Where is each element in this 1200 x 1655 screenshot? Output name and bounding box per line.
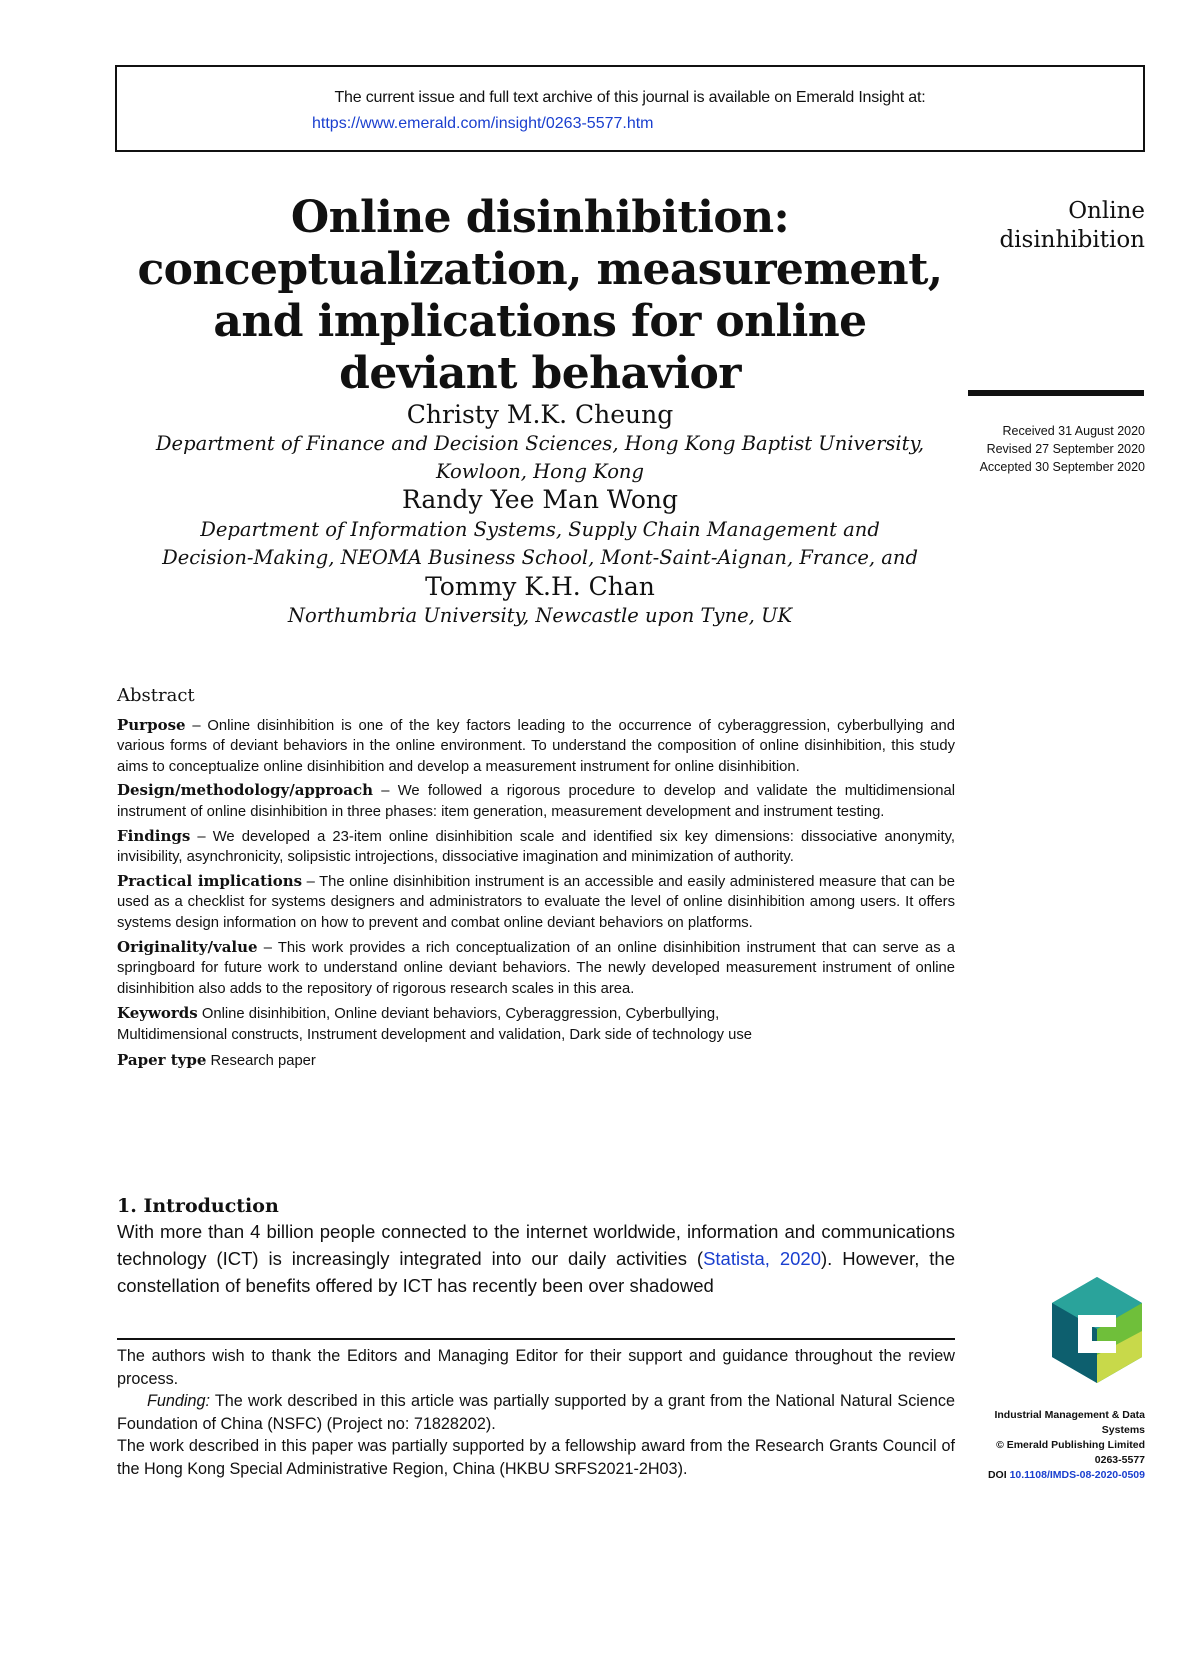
running-head-line: disinhibition [999, 227, 1145, 253]
author-affiliation [110, 602, 970, 630]
abstract-heading: Abstract [117, 685, 195, 706]
funding-label: Funding: [147, 1392, 210, 1410]
abstract-purpose [117, 715, 955, 778]
article-dates [980, 422, 1145, 476]
findings-label: Findings [117, 826, 191, 845]
section-heading: 1. Introduction [117, 1195, 279, 1217]
affiliation-line: Department of Information Systems, Supply Chain Management and [200, 518, 880, 541]
keywords-label: Keywords [117, 1004, 198, 1023]
design-text: – We followed a rigorous procedure to develop and validate the multidimensional instrument of online disinhibition in three phases: item generation, measurement development and instrument testing. [117, 783, 955, 820]
doi-link[interactable]: 10.1108/IMDS-08-2020-0509 [1009, 1469, 1145, 1481]
publication-info [988, 1408, 1145, 1483]
article-title [110, 192, 970, 400]
revised-date: Revised 27 September 2020 [986, 442, 1145, 456]
affiliation-line: Kowloon, Hong Kong [436, 460, 644, 483]
keywords [117, 1003, 955, 1045]
title-line: conceptualization, measurement, [137, 244, 943, 295]
introduction-paragraph [117, 1218, 955, 1299]
affiliation-line: Department of Finance and Decision Sciences, Hong Kong Baptist University, [155, 432, 925, 455]
affiliation-line: Northumbria University, Newcastle upon Tyne, UK [287, 604, 793, 627]
doi-line [988, 1468, 1145, 1483]
received-date: Received 31 August 2020 [1002, 424, 1145, 438]
purpose-label: Purpose [117, 715, 186, 734]
journal-name: Industrial Management & Data [994, 1409, 1145, 1421]
fellowship-note: The work described in this paper was partially supported by a fellowship award from the Research Grants Council of the Hong Kong Special Administrative Region, China (HKBU SRFS2021-2H03). [117, 1437, 955, 1478]
running-head [999, 197, 1145, 255]
journal-banner [115, 65, 1145, 152]
abstract [117, 686, 955, 1074]
citation-link[interactable]: Statista, 2020 [703, 1248, 821, 1269]
accepted-date: Accepted 30 September 2020 [979, 460, 1145, 474]
author-affiliation [110, 430, 970, 486]
journal-name: Systems [1101, 1424, 1145, 1436]
paper-type-text: Research paper [206, 1052, 316, 1069]
funding-note [117, 1390, 955, 1435]
design-label: Design/methodology/approach [117, 781, 374, 800]
findings-text: – We developed a 23-item online disinhibition scale and identified six key dimensions: dissociative anonymity, invisibility, asynchronicity, solipsistic introjections, dissociative imagination and minimization of authority. [117, 828, 955, 866]
originality-text: – This work provides a rich conceptualization of an online disinhibition instrument that can serve as a springboard for future work to understand online deviant behaviors. The newly developed measurement instrument of online disinhibition also adds to the repository of rigorous research scales in this area. [117, 939, 955, 997]
running-head-line: Online [1068, 198, 1145, 224]
publisher: © Emerald Publishing Limited [996, 1439, 1145, 1451]
purpose-text: – Online disinhibition is one of the key factors leading to the occurrence of cyberaggression, cyberbullying and various forms of deviant behaviors in the online environment. To understand the composition of online disinhibition, this study aims to conceptualize online disinhibition and develop a measurement instrument for online disinhibition. [117, 717, 955, 775]
author-name: Randy Yee Man Wong [401, 485, 679, 514]
paper-type [117, 1050, 955, 1072]
keywords-text: Multidimensional constructs, Instrument development and validation, Dark side of technology use [117, 1026, 752, 1043]
doi-label: DOI [987, 1469, 1007, 1481]
author-name: Tommy K.H. Chan [425, 572, 655, 601]
abstract-design [117, 780, 955, 822]
emerald-publishing-logo-icon [1050, 1275, 1145, 1385]
title-line: Online disinhibition: [290, 192, 790, 243]
abstract-practical [117, 871, 955, 934]
paper-type-label: Paper type [117, 1050, 207, 1069]
footnotes [117, 1345, 955, 1480]
author-affiliation [110, 516, 970, 572]
funding-text: The work described in this article was partially supported by a grant from the National Natural Science Foundation of China (NSFC) (Project no: 71828202). [117, 1392, 955, 1433]
abstract-originality [117, 937, 955, 1000]
practical-text: – The online disinhibition instrument is an accessible and easily administered measure that can be used as a checklist for systems designers and administrators to evaluate the level of online disinhibition among users. It offers systems design information on how to prevent and combat online deviant behaviors on platforms. [117, 873, 956, 931]
banner-text: The current issue and full text archive of this journal is available on Emerald Insight at: [334, 89, 926, 106]
intro-text: ). However, the constellation of benefits offered by ICT has recently been over shadowed [117, 1248, 956, 1296]
author-name: Christy M.K. Cheung [406, 400, 674, 429]
footnote-rule [117, 1338, 955, 1340]
abstract-findings [117, 826, 955, 868]
affiliation-line: Decision-Making, NEOMA Business School, Mont-Saint-Aignan, France, and [162, 546, 918, 569]
intro-text: With more than 4 billion people connected to the internet worldwide, information and communications technology (ICT) is increasingly integrated into our daily activities ( [117, 1221, 955, 1269]
sidebar-rule [968, 390, 1144, 396]
originality-label: Originality/value [117, 937, 258, 956]
issn: 0263-5577 [1094, 1454, 1145, 1466]
title-line: deviant behavior [339, 348, 741, 399]
practical-label: Practical implications [117, 871, 303, 890]
acknowledgement: The authors wish to thank the Editors and Managing Editor for their support and guidance throughout the review process. [117, 1347, 955, 1388]
journal-url-link[interactable]: https://www.emerald.com/insight/0263-5577.htm [312, 115, 654, 132]
keywords-text: Online disinhibition, Online deviant behaviors, Cyberaggression, Cyberbullying, [197, 1006, 720, 1023]
title-line: and implications for online [213, 296, 867, 347]
